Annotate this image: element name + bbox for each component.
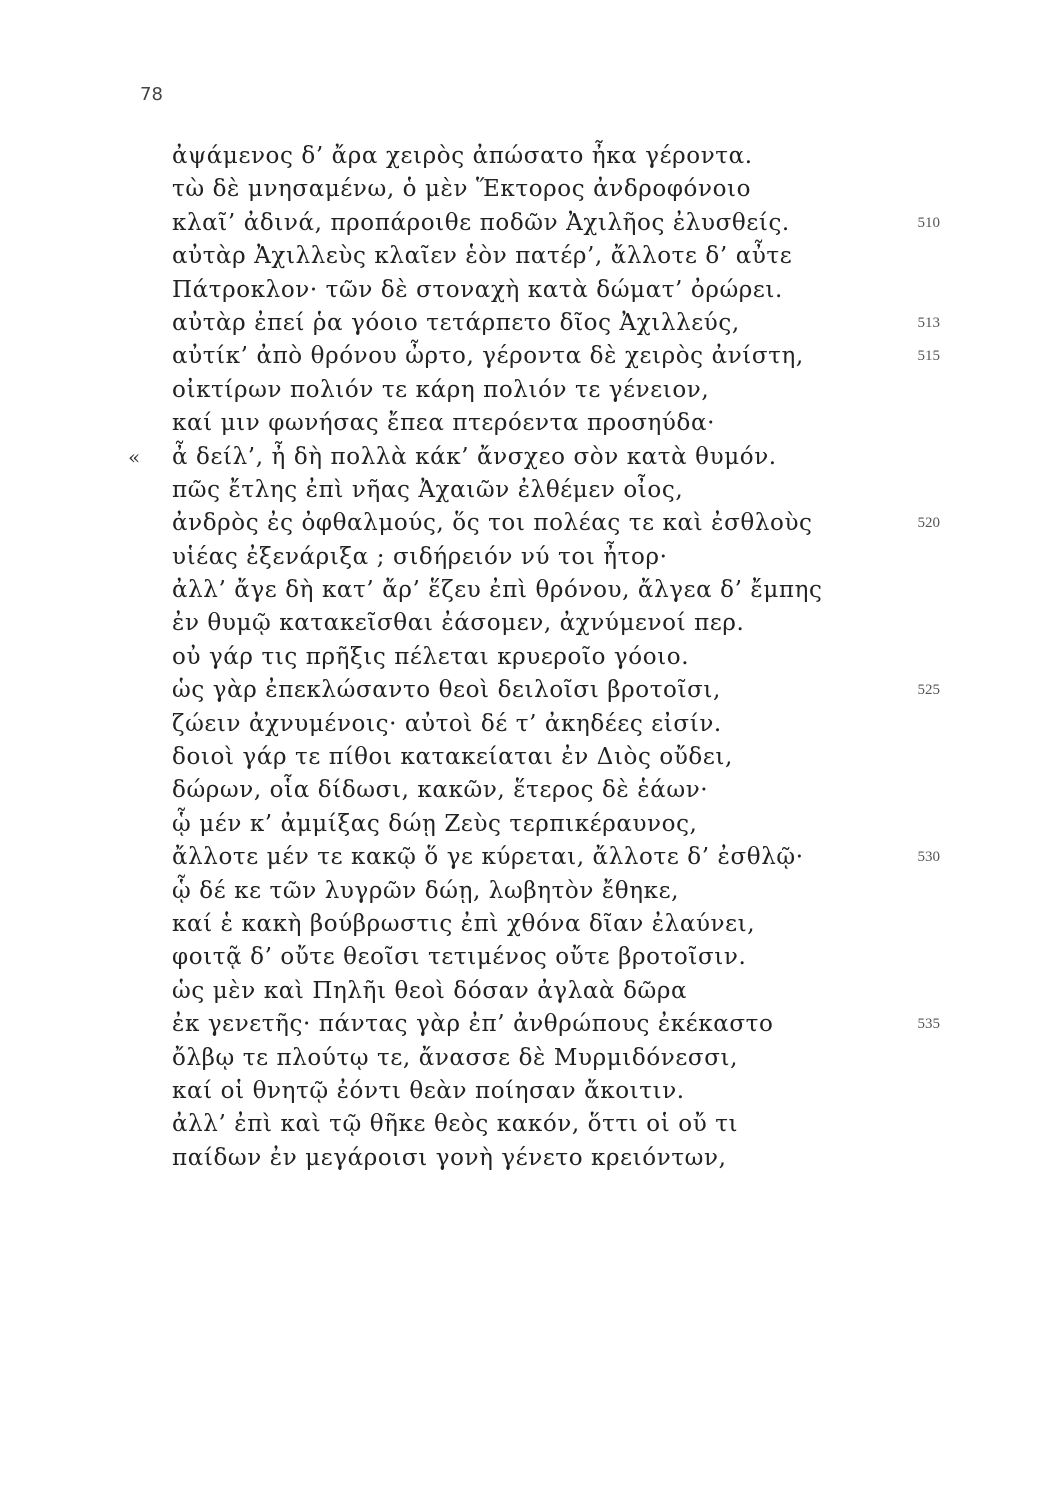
verse-text: ὄλβῳ τε πλούτῳ τε, ἄνασσε δὲ Μυρμιδόνεσσι, [172, 1044, 739, 1071]
line-number: 520 [917, 515, 940, 532]
verse-line [0, 441, 1038, 474]
verse-line [0, 240, 1038, 273]
verse-line [0, 407, 1038, 440]
verse-line [0, 1108, 1038, 1141]
verse-line [0, 774, 1038, 807]
verse-line [0, 207, 1038, 240]
verse-text: ἀλλ’ ἐπὶ καὶ τῷ θῆκε θεὸς κακόν, ὅττι οἱ οὔ τι [172, 1111, 739, 1138]
verse-text: αὐτίκ’ ἀπὸ θρόνου ὦρτο, γέροντα δὲ χειρὸς ἀνίστη, [172, 343, 804, 370]
verse-text: υἱέας ἐξενάριξα ; σιδήρειόν νύ τοι ἦτορ· [172, 543, 668, 570]
page-number: 78 [140, 84, 163, 105]
verse-line [0, 841, 1038, 874]
opening-quote-mark: « [128, 444, 141, 469]
verse-text: δοιοὶ γάρ τε πίθοι κατακείαται ἐν Διὸς οὔδει, [172, 744, 733, 771]
verse-line [0, 908, 1038, 941]
verse-text: ὡς μὲν καὶ Πηλῆι θεοὶ δόσαν ἀγλαὰ δῶρα [172, 977, 688, 1004]
verse-text: φοιτᾷ δ’ οὔτε θεοῖσι τετιμένος οὔτε βροτοῖσιν. [172, 944, 747, 971]
verse-line [0, 507, 1038, 540]
verse-line [0, 741, 1038, 774]
verse-line [0, 307, 1038, 340]
line-number: 535 [917, 1016, 940, 1033]
verse-line [0, 1008, 1038, 1041]
verse-text: ἐν θυμῷ κατακεῖσθαι ἐάσομεν, ἀχνύμενοί περ. [172, 610, 745, 637]
verse-text: οὐ γάρ τις πρῆξις πέλεται κρυεροῖο γόοιο. [172, 643, 690, 670]
verse-text: ᾧ δέ κε τῶν λυγρῶν δώῃ, λωβητὸν ἔθηκε, [172, 877, 680, 904]
verse-text: αὐτὰρ Ἀχιλλεὺς κλαῖεν ἑὸν πατέρ’, ἄλλοτε δ’ αὖτε [172, 243, 793, 270]
verse-text: ἀψάμενος δ’ ἄρα χειρὸς ἀπώσατο ἦκα γέροντα. [172, 143, 753, 169]
verse-text: καί ἑ κακὴ βούβρωστις ἐπὶ χθόνα δῖαν ἐλαύνει, [172, 910, 756, 937]
line-number: 530 [917, 849, 940, 866]
verse-text: ἀνδρὸς ἐς ὀφθαλμούς, ὅς τοι πολέας τε καὶ ἐσθλοὺς [172, 510, 813, 537]
verse-block [0, 140, 1038, 1175]
verse-text: ζώειν ἀχνυμένοις· αὐτοὶ δέ τ’ ἀκηδέες εἰσίν. [172, 710, 722, 737]
verse-line [0, 975, 1038, 1008]
verse-line [0, 574, 1038, 607]
verse-line [0, 340, 1038, 373]
line-number: 513 [917, 314, 940, 331]
verse-line [0, 173, 1038, 206]
verse-text: ᾧ μέν κ’ ἀμμίξας δώῃ Ζεὺς τερπικέραυνος, [172, 810, 698, 837]
verse-text: πῶς ἔτλης ἐπὶ νῆας Ἀχαιῶν ἐλθέμεν οἶος, [172, 476, 684, 503]
verse-line [0, 607, 1038, 640]
verse-text: ἐκ γενετῆς· πάντας γὰρ ἐπ’ ἀνθρώπους ἐκέκαστο [172, 1011, 774, 1038]
verse-line [0, 1142, 1038, 1175]
verse-text: κλαῖ’ ἀδινά, προπάροιθε ποδῶν Ἀχιλῆος ἐλυσθείς. [172, 209, 790, 236]
verse-text: ἆ δείλ’, ἦ δὴ πολλὰ κάκ’ ἄνσχεο σὸν κατὰ θυμόν. [172, 443, 777, 470]
verse-line [0, 641, 1038, 674]
verse-text: οἰκτίρων πολιόν τε κάρη πολιόν τε γένειον, [172, 376, 710, 403]
verse-text: καί μιν φωνήσας ἔπεα πτερόεντα προσηύδα· [172, 410, 715, 437]
verse-text: παίδων ἐν μεγάροισι γονὴ γένετο κρειόντων, [172, 1144, 727, 1171]
line-number: 515 [917, 348, 940, 365]
verse-text: ὡς γὰρ ἐπεκλώσαντο θεοὶ δειλοῖσι βροτοῖσι, [172, 677, 721, 704]
verse-line [0, 875, 1038, 908]
line-number: 510 [917, 214, 940, 231]
verse-line [0, 808, 1038, 841]
verse-line [0, 541, 1038, 574]
verse-line [0, 374, 1038, 407]
verse-text: αὐτὰρ ἐπεί ῥα γόοιο τετάρπετο δῖος Ἀχιλλεύς, [172, 309, 740, 336]
verse-text: δώρων, οἷα δίδωσι, κακῶν, ἕτερος δὲ ἑάων· [172, 777, 709, 804]
verse-line [0, 274, 1038, 307]
verse-line [0, 708, 1038, 741]
verse-line [0, 474, 1038, 507]
verse-text: ἄλλοτε μέν τε κακῷ ὅ γε κύρεται, ἄλλοτε δ’ ἐσθλῷ· [172, 844, 804, 871]
verse-text: Πάτροκλον· τῶν δὲ στοναχὴ κατὰ δώματ’ ὀρώρει. [172, 276, 783, 303]
line-number: 525 [917, 682, 940, 699]
verse-line [0, 674, 1038, 707]
verse-line [0, 140, 1038, 173]
verse-line [0, 941, 1038, 974]
verse-text: τὼ δὲ μνησαμένω, ὁ μὲν Ἕκτορος ἀνδροφόνοιο [172, 176, 752, 203]
verse-line [0, 1042, 1038, 1075]
verse-text: ἀλλ’ ἄγε δὴ κατ’ ἄρ’ ἕζευ ἐπὶ θρόνου, ἄλγεα δ’ ἔμπης [172, 577, 823, 604]
verse-line [0, 1075, 1038, 1108]
verse-text: καί οἱ θνητῷ ἐόντι θεὰν ποίησαν ἄκοιτιν. [172, 1077, 685, 1104]
